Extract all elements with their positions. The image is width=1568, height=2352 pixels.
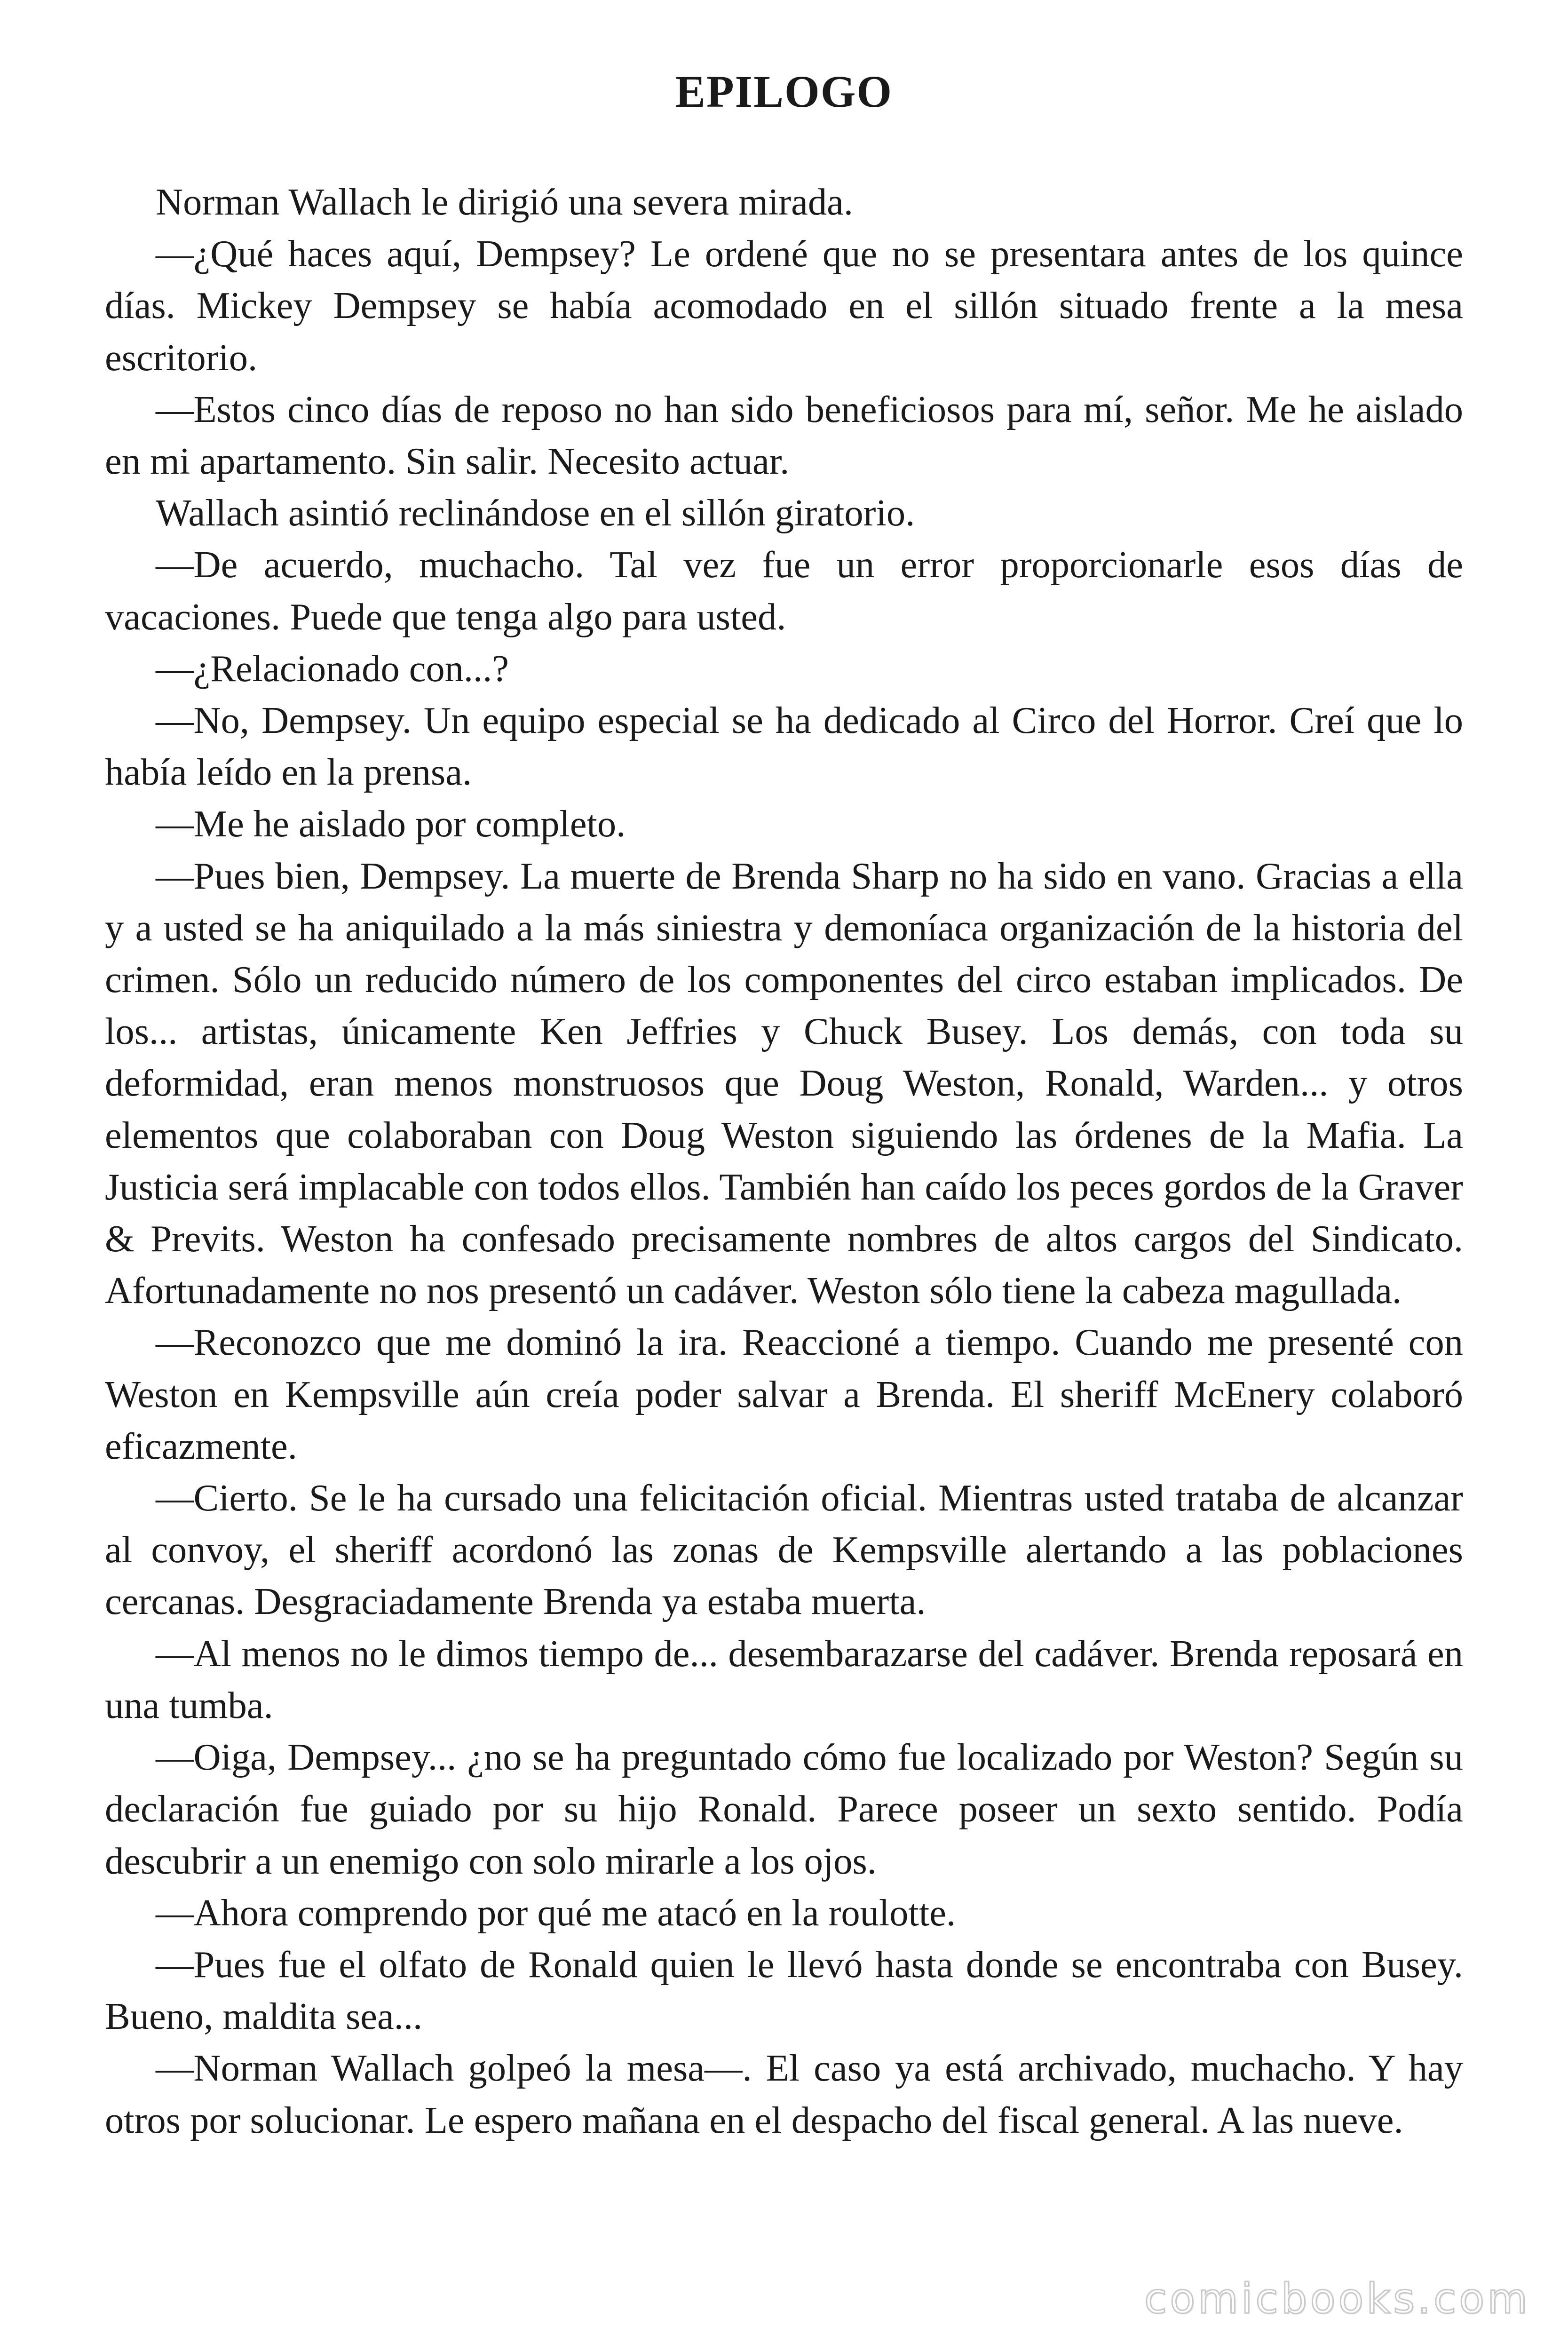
paragraph: —Al menos no le dimos tiempo de... desembarazarse del cadáver. Brenda reposará en una tumba. <box>105 1632 1463 1726</box>
paragraph: —Pues fue el olfato de Ronald quien le llevó hasta donde se encontraba con Busey. Bueno, maldita sea... <box>105 1943 1463 2038</box>
paragraph: Wallach asintió reclinándose en el sillón giratorio. <box>156 492 915 534</box>
paragraph: —Ahora comprendo por qué me atacó en la roulotte. <box>156 1891 956 1934</box>
paragraph: —Norman Wallach golpeó la mesa—. El caso ya está archivado, muchacho. Y hay otros por solucionar. Le espero mañana en el despacho del fiscal general. A las nueve. <box>105 2047 1463 2141</box>
watermark: comicbooks.com <box>1144 2274 1530 2323</box>
paragraph: —Me he aislado por completo. <box>156 803 626 845</box>
paragraph: —No, Dempsey. Un equipo especial se ha dedicado al Circo del Horror. Creí que lo había leído en la prensa. <box>105 699 1463 794</box>
paragraph: —Cierto. Se le ha cursado una felicitación oficial. Mientras usted trataba de alcanzar al convoy, el sheriff acordonó las zonas de Kempsville alertando a las poblaciones cercanas. Desgraciadamente Brenda ya estaba muerta. <box>105 1477 1463 1623</box>
paragraph: Norman Wallach le dirigió una severa mirada. <box>156 181 853 223</box>
paragraph: —Pues bien, Dempsey. La muerte de Brenda Sharp no ha sido en vano. Gracias a ella y a usted se ha aniquilado a la más siniestra y demoníaca organización de la historia del crimen. Sólo un reducido número de los componentes del circo estaban implicados. De los... artistas, únicamente Ken Jeffries y Chuck Busey. Los demás, con toda su deformidad, eran menos monstruosos que Doug Weston, Ronald, Warden... y otros elementos que colaboraban con Doug Weston siguiendo las órdenes de la Mafia. La Justicia será implacable con todos ellos. También han caído los peces gordos de la Graver & Previts. Weston ha confesado precisamente nombres de altos cargos del Sindicato. Afortunadamente no nos presentó un cadáver. Weston sólo tiene la cabeza magullada. <box>105 855 1463 1312</box>
chapter-title: EPILOGO <box>675 66 893 117</box>
paragraph: —Reconozco que me dominó la ira. Reaccioné a tiempo. Cuando me presenté con Weston en Kempsville aún creía poder salvar a Brenda. El sheriff McEnery colaboró eficazmente. <box>105 1321 1463 1467</box>
body-text <box>105 176 1463 2146</box>
paragraph: —Oiga, Dempsey... ¿no se ha preguntado cómo fue localizado por Weston? Según su declaración fue guiado por su hijo Ronald. Parece poseer un sexto sentido. Podía descubrir a un enemigo con solo mirarle a los ojos. <box>105 1736 1463 1882</box>
paragraph: —¿Relacionado con...? <box>156 647 509 690</box>
paragraph: —De acuerdo, muchacho. Tal vez fue un error proporcionarle esos días de vacaciones. Puede que tenga algo para usted. <box>105 544 1463 638</box>
paragraph: —Estos cinco días de reposo no han sido beneficiosos para mí, señor. Me he aislado en mi apartamento. Sin salir. Necesito actuar. <box>105 388 1463 483</box>
paragraph: —¿Qué haces aquí, Dempsey? Le ordené que no se presentara antes de los quince días. Mickey Dempsey se había acomodado en el sillón situado frente a la mesa escritorio. <box>105 233 1463 379</box>
